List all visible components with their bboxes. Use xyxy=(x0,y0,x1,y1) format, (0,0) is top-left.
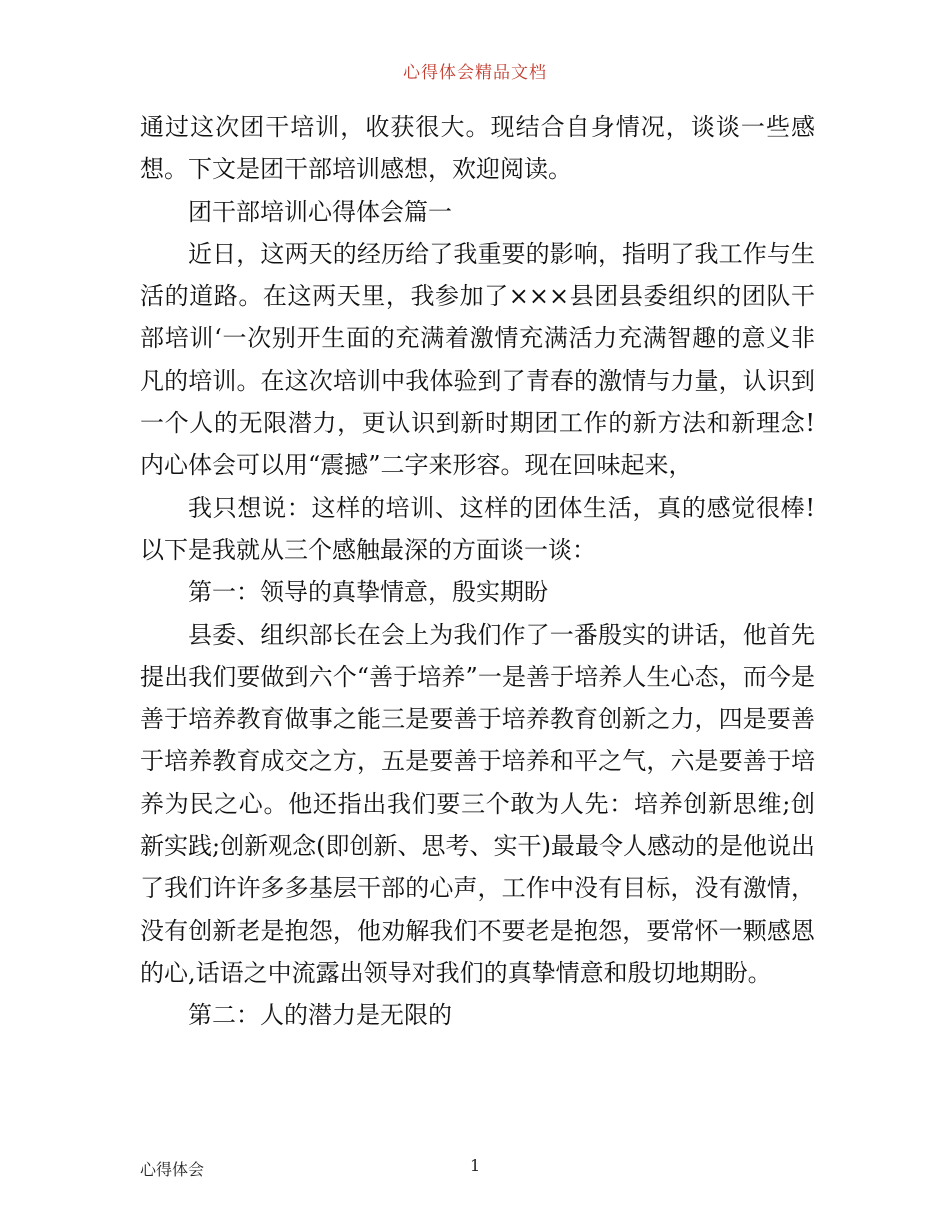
document-body xyxy=(140,106,815,1037)
footer-label: 心得体会 xyxy=(140,1160,205,1179)
subheading-first: 第一：领导的真挚情意，殷实期盼 xyxy=(188,578,548,607)
paragraph-summary: 我只想说：这样的培训、这样的团体生活，真的感觉很棒!以下是我就从三个感触最深的方面谈一谈： xyxy=(140,493,815,564)
header-title: 心得体会精品文档 xyxy=(403,63,547,83)
subheading-second: 第二：人的潜力是无限的 xyxy=(188,1001,452,1030)
paragraph-experience: 近日，这两天的经历给了我重要的影响，指明了我工作与生活的道路。在这两天里，我参加了×××县团县委组织的团队干部培训‘一次别开生面的充满着激情充满活力充满智趣的意义非凡的培训。在这次培训中我体验到了青春的激情与力量，认识到一个人的无限潜力，更认识到新时期团工作的新方法和新理念!内心体会可以用“震撼”二字来形容。现在回味起来， xyxy=(140,239,815,480)
page-number: 1 xyxy=(470,1156,481,1175)
paragraph-intro: 通过这次团干培训，收获很大。现结合自身情况，谈谈一些感想。下文是团干部培训感想，欢迎阅读。 xyxy=(140,113,815,184)
section-heading: 团干部培训心得体会篇一 xyxy=(188,197,452,226)
paragraph-leader-speech: 县委、组织部长在会上为我们作了一番殷实的讲话，他首先提出我们要做到六个“善于培养”一是善于培养人生心态，而今是善于培养教育做事之能三是要善于培养教育创新之力，四是要善于培养教育成交之方，五是要善于培养和平之气，六是要善于培养为民之心。他还指出我们要三个敢为人先：培养创新思维;创新实践;创新观念(即创新、思考、实干)最最令人感动的是他说出了我们许许多多基层干部的心声，工作中没有目标，没有激情，没有创新老是抱怨，他劝解我们不要老是抱怨，要常怀一颗感恩的心,话语之中流露出领导对我们的真挚情意和殷切地期盼。 xyxy=(140,620,815,987)
